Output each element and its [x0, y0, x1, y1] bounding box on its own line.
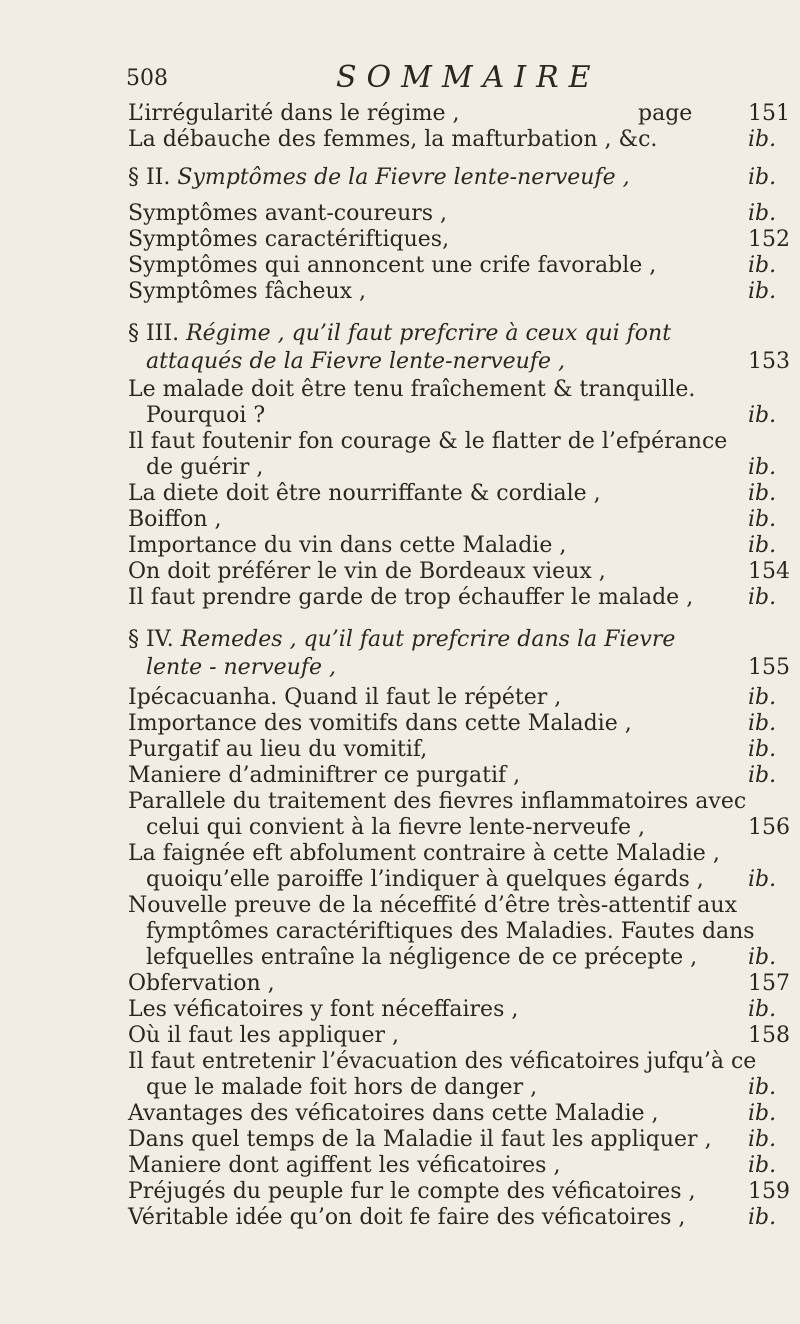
- page-reference: ib.: [748, 1205, 777, 1230]
- page-reference: ib.: [748, 867, 777, 892]
- entry-text: quoiqu’elle paroiffe l’indiquer à quelques égards ,: [146, 867, 704, 892]
- page-reference: 157: [748, 971, 790, 996]
- entry-text: de guérir ,: [146, 455, 264, 480]
- page-reference: ib.: [748, 1075, 777, 1100]
- page-reference: ib.: [748, 165, 777, 190]
- entry-text: Importance des vomitifs dans cette Maladie ,: [128, 711, 632, 736]
- section-title-continuation: lente - nerveufe ,: [146, 655, 336, 680]
- entry-text: Véritable idée qu’on doit fe faire des véficatoires ,: [128, 1205, 686, 1230]
- entry-text: La diete doit être nourriffante & cordiale ,: [128, 481, 601, 506]
- page-reference: ib.: [748, 585, 777, 610]
- entry-text: Dans quel temps de la Maladie il faut les appliquer ,: [128, 1127, 712, 1152]
- section-title-continuation: attaqués de la Fievre lente-nerveufe ,: [146, 349, 565, 374]
- entry-text: Symptômes caractériftiques,: [128, 227, 450, 252]
- page-reference: ib.: [748, 945, 777, 970]
- section-number: § IV. Remedes , qu’il faut prefcrire dans la Fievre: [128, 627, 676, 652]
- entry-text: Il faut foutenir fon courage & le flatter de l’efpérance: [128, 429, 728, 454]
- section-title-text: Remedes , qu’il faut prefcrire dans la Fievre: [180, 627, 676, 652]
- page-reference: ib.: [748, 737, 777, 762]
- page-reference: ib.: [748, 481, 777, 506]
- page-reference: ib.: [748, 127, 777, 152]
- page-reference: 156: [748, 815, 790, 840]
- entry-text: Nouvelle preuve de la néceffité d’être très-attentif aux: [128, 893, 737, 918]
- page-reference: ib.: [748, 1153, 777, 1178]
- entry-text: Maniere d’adminiftrer ce purgatif ,: [128, 763, 521, 788]
- entry-text: lefquelles entraîne la négligence de ce précepte ,: [146, 945, 698, 970]
- section-title: [128, 320, 671, 348]
- page-reference: ib.: [748, 403, 777, 428]
- entry-text: Symptômes fâcheux ,: [128, 279, 367, 304]
- page-reference: ib.: [748, 253, 777, 278]
- entry-text: Purgatif au lieu du vomitif,: [128, 737, 428, 762]
- entry-text: Avantages des véficatoires dans cette Maladie ,: [128, 1101, 659, 1126]
- entry-text: Le malade doit être tenu fraîchement & tranquille.: [128, 377, 696, 402]
- entry-text: Il faut entretenir l’évacuation des véficatoires jufqu’à ce: [128, 1049, 757, 1074]
- entry-text: L’irrégularité dans le régime ,: [128, 101, 460, 126]
- page-reference: ib.: [748, 997, 777, 1022]
- entry-text: Ipécacuanha. Quand il faut le répéter ,: [128, 685, 562, 710]
- entry-text: Obfervation ,: [128, 971, 275, 996]
- page-reference: ib.: [748, 533, 777, 558]
- page-reference: ib.: [748, 763, 777, 788]
- entry-text: Symptômes avant-coureurs ,: [128, 201, 448, 226]
- page-reference: 159: [748, 1179, 790, 1204]
- page-reference: 158: [748, 1023, 790, 1048]
- entry-text: Il faut prendre garde de trop échauffer le malade ,: [128, 585, 694, 610]
- entry-text: Symptômes qui annoncent une crife favorable ,: [128, 253, 657, 278]
- running-title: SOMMAIRE: [336, 60, 601, 95]
- entry-text: Maniere dont agiffent les véficatoires ,: [128, 1153, 561, 1178]
- entry-text: celui qui convient à la fievre lente-nerveufe ,: [146, 815, 645, 840]
- page-reference: 152: [748, 227, 790, 252]
- page-reference: ib.: [748, 1127, 777, 1152]
- entry-text: Où il faut les appliquer ,: [128, 1023, 399, 1048]
- entry-text: On doit préférer le vin de Bordeaux vieux ,: [128, 559, 606, 584]
- page-reference: ib.: [748, 685, 777, 710]
- section-title-text: Symptômes de la Fievre lente-nerveufe ,: [177, 165, 630, 190]
- section-number: § III. Régime , qu’il faut prefcrire à ceux qui font: [128, 321, 672, 346]
- page-reference: ib.: [748, 279, 777, 304]
- page-number: 508: [126, 66, 168, 91]
- page-reference: ib.: [748, 711, 777, 736]
- entry-text: La débauche des femmes, la mafturbation , &c.: [128, 127, 658, 152]
- entry-text: Parallele du traitement des fievres inflammatoires avec: [128, 789, 747, 814]
- page-label: page: [638, 101, 693, 126]
- section-title: [128, 626, 675, 654]
- entry-text: Importance du vin dans cette Maladie ,: [128, 533, 567, 558]
- page-header: [126, 60, 686, 94]
- section-number: § II. Symptômes de la Fievre lente-nerveufe ,: [128, 165, 630, 190]
- entry-text: que le malade foit hors de danger ,: [146, 1075, 538, 1100]
- page-reference: 153: [748, 349, 790, 374]
- entry-text: Préjugés du peuple fur le compte des véficatoires ,: [128, 1179, 696, 1204]
- entry-text: Les véficatoires y font néceffaires ,: [128, 997, 519, 1022]
- page-reference: ib.: [748, 201, 777, 226]
- section-title: [128, 164, 630, 192]
- entry-text: Pourquoi ?: [146, 403, 266, 428]
- entry-text: Boiffon ,: [128, 507, 222, 532]
- page-reference: 155: [748, 655, 790, 680]
- page-reference: ib.: [748, 507, 777, 532]
- entry-text: fymptômes caractériftiques des Maladies. Fautes dans: [146, 919, 755, 944]
- page-reference: ib.: [748, 1101, 777, 1126]
- page-reference: 154: [748, 559, 790, 584]
- page-reference: ib.: [748, 455, 777, 480]
- page-reference: 151: [748, 101, 790, 126]
- section-title-text: Régime , qu’il faut prefcrire à ceux qui font: [186, 321, 672, 346]
- entry-text: La faignée eft abfolument contraire à cette Maladie ,: [128, 841, 720, 866]
